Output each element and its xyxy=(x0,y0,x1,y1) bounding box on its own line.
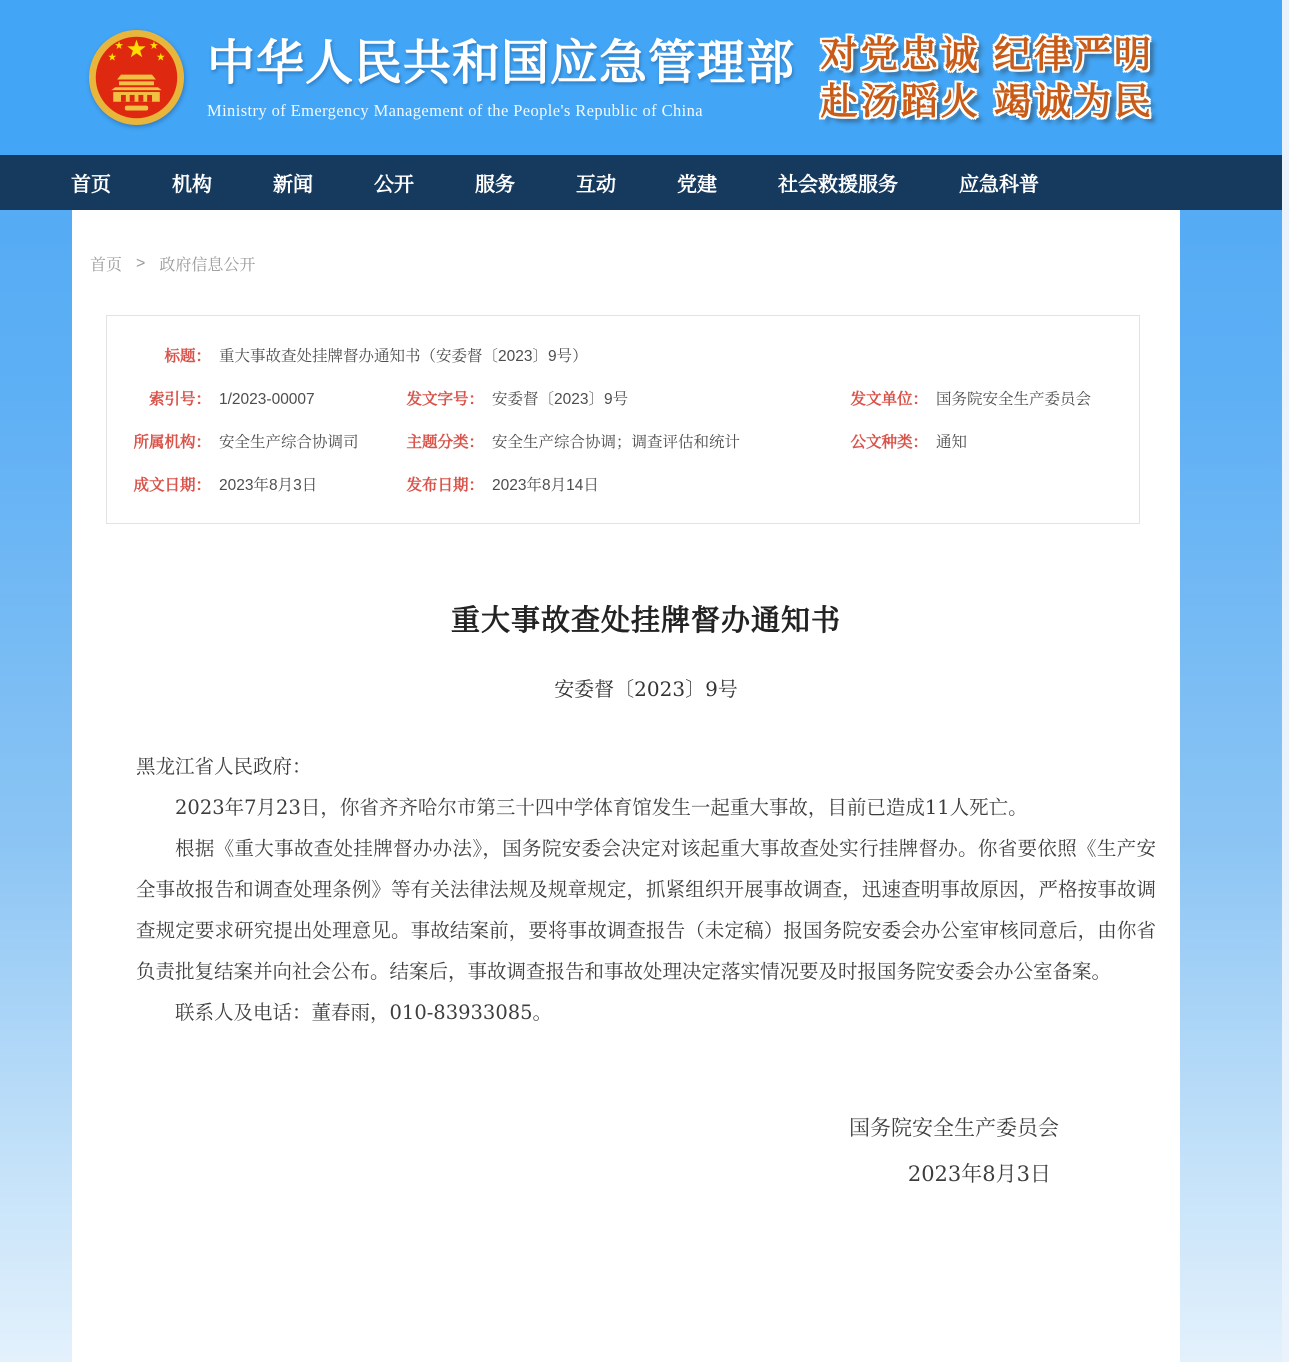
motto-line-1: 对党忠诚 纪律严明 xyxy=(820,33,1154,75)
meta-value: 2023年8月3日 xyxy=(219,477,318,494)
document-body xyxy=(136,746,1156,1033)
paragraph-1: 2023年7月23日，你省齐齐哈尔市第三十四中学体育馆发生一起重大事故，目前已造成11人死亡。 xyxy=(175,796,1028,819)
meta-label: 成文日期： xyxy=(133,477,211,494)
meta-value: 安全生产综合协调；调查评估和统计 xyxy=(492,434,741,451)
motto-line-2: 赴汤蹈火 竭诚为民 xyxy=(820,80,1154,122)
paragraph-contact: 联系人及电话：董春雨，010-83933085。 xyxy=(175,1001,553,1024)
meta-field-written-date xyxy=(107,475,394,497)
meta-field-topic-category xyxy=(394,432,838,454)
signature-date: 2023年8月3日 xyxy=(907,1162,1051,1186)
national-emblem-icon xyxy=(88,29,185,126)
meta-field-empty xyxy=(838,475,1139,497)
meta-label: 主题分类： xyxy=(406,434,484,451)
meta-title-value: 重大事故查处挂牌督办通知书（安委督〔2023〕9号） xyxy=(219,348,588,365)
paragraph-2: 根据《重大事故查处挂牌督办办法》，国务院安委会决定对该起重大事故查处实行挂牌督办。你省要依照《生产安全事故报告和调查处理条例》等有关法律法规及规章规定，抓紧组织开展事故调查，迅速查明事故原因，严格按事故调查规定要求研究提出处理意见。事故结案前，要将事故调查报告（未定稿）报国务院安委会办公室审核同意后，由你省负责批复结案并向社会公布。结案后，事故调查报告和事故处理决定落实情况要及时报国务院安委会办公室备案。 xyxy=(136,837,1156,983)
meta-label: 索引号： xyxy=(148,391,211,408)
meta-label: 发文字号： xyxy=(406,391,484,408)
meta-grid xyxy=(107,389,1139,497)
breadcrumb-home-link[interactable]: 首页 xyxy=(90,257,123,274)
nav-item-interaction[interactable]: 互动 xyxy=(576,174,616,196)
document-title: 重大事故查处挂牌督办通知书 xyxy=(450,605,841,637)
document-meta-box xyxy=(106,315,1140,524)
main-nav xyxy=(0,155,1282,210)
motto-banner xyxy=(821,31,1154,125)
site-subtitle-en: Ministry of Emergency Management of the People's Republic of China xyxy=(207,100,704,120)
meta-label: 所属机构： xyxy=(133,434,211,451)
meta-label: 公文种类： xyxy=(850,434,928,451)
meta-label: 发布日期： xyxy=(406,477,484,494)
meta-value: 2023年8月14日 xyxy=(492,477,599,494)
nav-item-emergency-science[interactable]: 应急科普 xyxy=(959,174,1039,196)
meta-value: 通知 xyxy=(936,434,968,451)
nav-item-party[interactable]: 党建 xyxy=(677,174,717,196)
document-article xyxy=(72,524,1180,1197)
nav-item-org[interactable]: 机构 xyxy=(172,174,212,196)
breadcrumb xyxy=(72,210,1180,275)
content-panel xyxy=(72,210,1180,1362)
signature-block xyxy=(136,1105,1156,1197)
meta-field-publish-date xyxy=(394,475,838,497)
salutation: 黑龙江省人民政府： xyxy=(136,755,312,778)
right-edge-strip xyxy=(1282,0,1289,1362)
meta-label: 发文单位： xyxy=(850,391,928,408)
meta-field-doc-type xyxy=(838,432,1139,454)
meta-field-index-number xyxy=(107,389,394,411)
signer-organization: 国务院安全生产委员会 xyxy=(849,1116,1059,1140)
meta-field-doc-number xyxy=(394,389,838,411)
breadcrumb-current-link[interactable]: 政府信息公开 xyxy=(159,257,256,274)
meta-field-department xyxy=(107,432,394,454)
nav-item-home[interactable]: 首页 xyxy=(71,174,111,196)
breadcrumb-separator: > xyxy=(136,254,146,272)
nav-item-news[interactable]: 新闻 xyxy=(273,174,313,196)
site-brand-text xyxy=(207,35,795,121)
nav-item-social-rescue[interactable]: 社会救援服务 xyxy=(778,174,898,196)
site-header xyxy=(0,0,1282,155)
nav-item-disclosure[interactable]: 公开 xyxy=(374,174,414,196)
nav-item-services[interactable]: 服务 xyxy=(475,174,515,196)
meta-title-row xyxy=(107,346,1139,368)
site-title: 中华人民共和国应急管理部 xyxy=(207,36,796,90)
meta-title-label: 标题： xyxy=(164,348,211,365)
site-brand-link[interactable] xyxy=(88,29,795,126)
meta-value: 安全生产综合协调司 xyxy=(219,434,359,451)
document-number: 安委督〔2023〕9号 xyxy=(554,677,738,701)
meta-field-issuing-unit xyxy=(838,389,1139,411)
meta-value: 1/2023-00007 xyxy=(219,391,315,408)
meta-value: 安委督〔2023〕9号 xyxy=(492,391,629,408)
meta-value: 国务院安全生产委员会 xyxy=(936,391,1092,408)
